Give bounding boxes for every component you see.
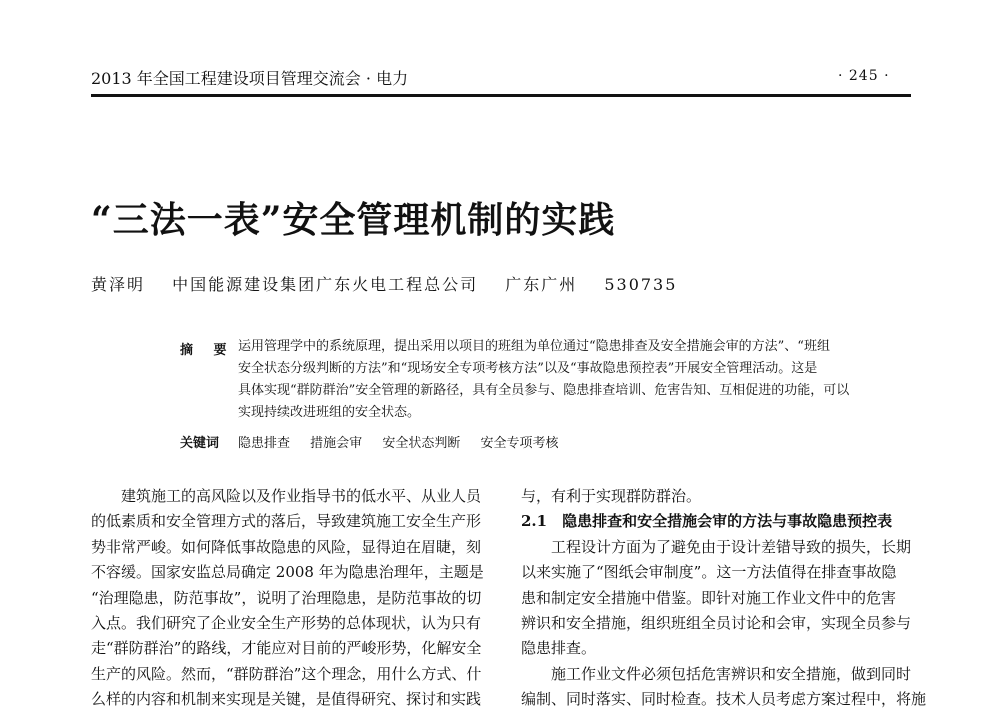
abstract-line: 安全状态分级判断的方法”和“现场安全专项考核方法”以及“事故隐患预控表”开展安全管理活动。这是 [238, 361, 818, 376]
body-line: 走“群防群治”的路线，才能应对目前的严峻形势，化解安全 [91, 639, 482, 658]
body-line: “治理隐患，防范事故”，说明了治理隐患，是防范事故的切 [91, 588, 482, 607]
body-line: 么样的内容和机制来实现是关键，是值得研究、探讨和实践 [91, 690, 482, 709]
body-line: 编制、同时落实、同时检查。技术人员考虑方案过程中，将施 [521, 690, 927, 709]
body-line: 生产的风险。然而，“群防群治”这个理念，用什么方式、什 [91, 664, 482, 683]
body-line: 施工作业文件必须包括危害辨识和安全措施，做到同时 [521, 664, 912, 683]
header-rule [91, 94, 911, 97]
keyword: 安全状态判断 [382, 436, 461, 451]
body-line: 隐患排查。 [521, 639, 597, 658]
body-column-right [521, 484, 927, 713]
abstract-label: 摘 要 [180, 343, 235, 358]
abstract-text [238, 336, 878, 424]
author-name: 黄泽明 [91, 275, 146, 294]
author-affiliation: 中国能源建设集团广东火电工程总公司 [172, 275, 479, 294]
section-heading: 2.1 隐患排查和安全措施会审的方法与事故隐患预控表 [521, 512, 893, 531]
body-line: 以来实施了“图纸会审制度”。这一方法值得在排查事故隐 [521, 563, 897, 582]
author-location: 广东广州 [505, 275, 578, 294]
body-line: 工程设计方面为了避免由于设计差错导致的损失，长期 [521, 537, 912, 556]
abstract-line: 运用管理学中的系统原理，提出采用以项目的班组为单位通过“隐患排查及安全措施会审的方法”、“班组 [238, 339, 830, 354]
postcode: 530735 [604, 275, 678, 294]
byline [91, 272, 697, 295]
body-line: 入点。我们研究了企业安全生产形势的总体现状，认为只有 [91, 614, 482, 633]
body-line: 势非常严峻。如何降低事故隐患的风险，显得迫在眉睫，刻 [91, 537, 482, 556]
abstract-line: 实现持续改进班组的安全状态。 [238, 405, 421, 420]
keywords-label: 关键词 [180, 436, 220, 451]
keywords-list [238, 432, 574, 451]
keyword: 措施会审 [310, 436, 363, 451]
body-line: 的低素质和安全管理方式的落后，导致建筑施工安全生产形 [91, 512, 482, 531]
page-number: · 245 · [838, 68, 890, 84]
body-line: 患和制定安全措施中借鉴。即针对施工作业文件中的危害 [521, 588, 897, 607]
abstract-line: 具体实现“群防群治”安全管理的新路径，具有全员参与、隐患排查培训、危害告知、互相促进的功能，可以 [238, 383, 850, 398]
body-line: 建筑施工的高风险以及作业指导书的低水平、从业人员 [91, 487, 482, 505]
keyword: 隐患排查 [238, 436, 291, 451]
keyword: 安全专项考核 [480, 436, 559, 451]
article-title: “三法一表”安全管理机制的实践 [91, 199, 616, 241]
body-line: 与，有利于实现群防群治。 [521, 487, 702, 505]
running-header: 2013 年全国工程建设项目管理交流会 · 电力 [91, 69, 409, 88]
body-line: 不容缓。国家安监总局确定 2008 年为隐患治理年，主题是 [91, 563, 484, 582]
body-line: 辨识和安全措施，组织班组全员讨论和会审，实现全员参与 [521, 614, 912, 633]
body-column-left [91, 484, 491, 713]
